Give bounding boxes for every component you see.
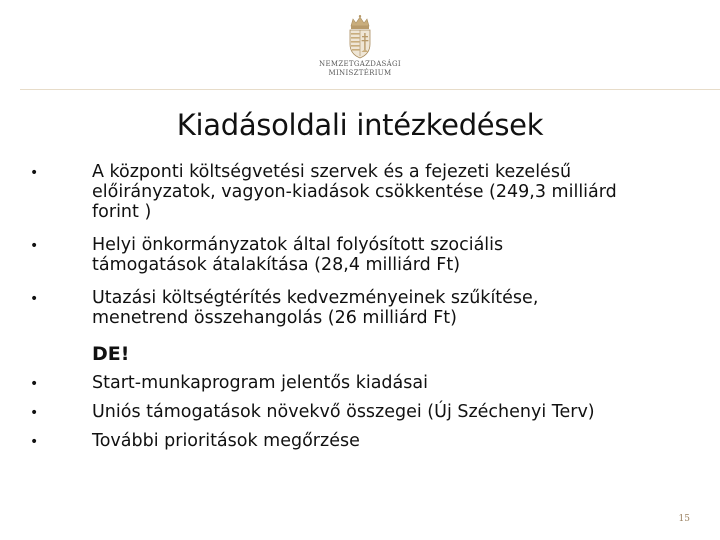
bullet-line: Utazási költségtérítés kedvezményeinek szűkítése, bbox=[92, 288, 539, 308]
bullet-text bbox=[92, 235, 692, 275]
ministry-logo bbox=[300, 14, 420, 84]
bullet-dot: • bbox=[30, 434, 39, 450]
page-number: 15 bbox=[678, 514, 690, 524]
bullet-dot: • bbox=[30, 238, 39, 254]
slide-title: Kiadásoldali intézkedések bbox=[176, 108, 544, 142]
ministry-name-line1: NEMZETGAZDASÁGI bbox=[319, 60, 401, 68]
bullet-line: A központi költségvetési szervek és a fejezeti kezelésű bbox=[92, 162, 572, 182]
bullet-text bbox=[92, 373, 692, 393]
header-divider bbox=[20, 89, 720, 90]
bullet-line: További prioritások megőrzése bbox=[92, 431, 360, 451]
ministry-name-line2: MINISZTÉRIUM bbox=[328, 69, 392, 77]
bullet-text bbox=[92, 288, 692, 328]
emphasis-text: DE! bbox=[92, 343, 130, 365]
bullet-line: Start-munkaprogram jelentős kiadásai bbox=[92, 373, 428, 393]
bullet-line: Helyi önkormányzatok által folyósított szociális bbox=[92, 235, 504, 255]
bullet-line: menetrend összehangolás (26 milliárd Ft) bbox=[92, 308, 457, 328]
coat-of-arms-icon bbox=[344, 14, 376, 60]
bullet-line: Uniós támogatások növekvő összegei (Új Széchenyi Terv) bbox=[92, 402, 595, 422]
bullet-dot: • bbox=[30, 405, 39, 421]
bullet-text bbox=[92, 162, 692, 222]
bullet-dot: • bbox=[30, 165, 39, 181]
ministry-name bbox=[300, 60, 420, 78]
bullet-line: forint ) bbox=[92, 202, 152, 222]
bullet-line: támogatások átalakítása (28,4 milliárd Ft) bbox=[92, 255, 461, 275]
bullet-line: előirányzatok, vagyon-kiadások csökkentése (249,3 milliárd bbox=[92, 182, 617, 202]
bullet-dot: • bbox=[30, 376, 39, 392]
bullet-dot: • bbox=[30, 291, 39, 307]
bullet-text bbox=[92, 431, 692, 451]
bullet-text bbox=[92, 402, 692, 422]
